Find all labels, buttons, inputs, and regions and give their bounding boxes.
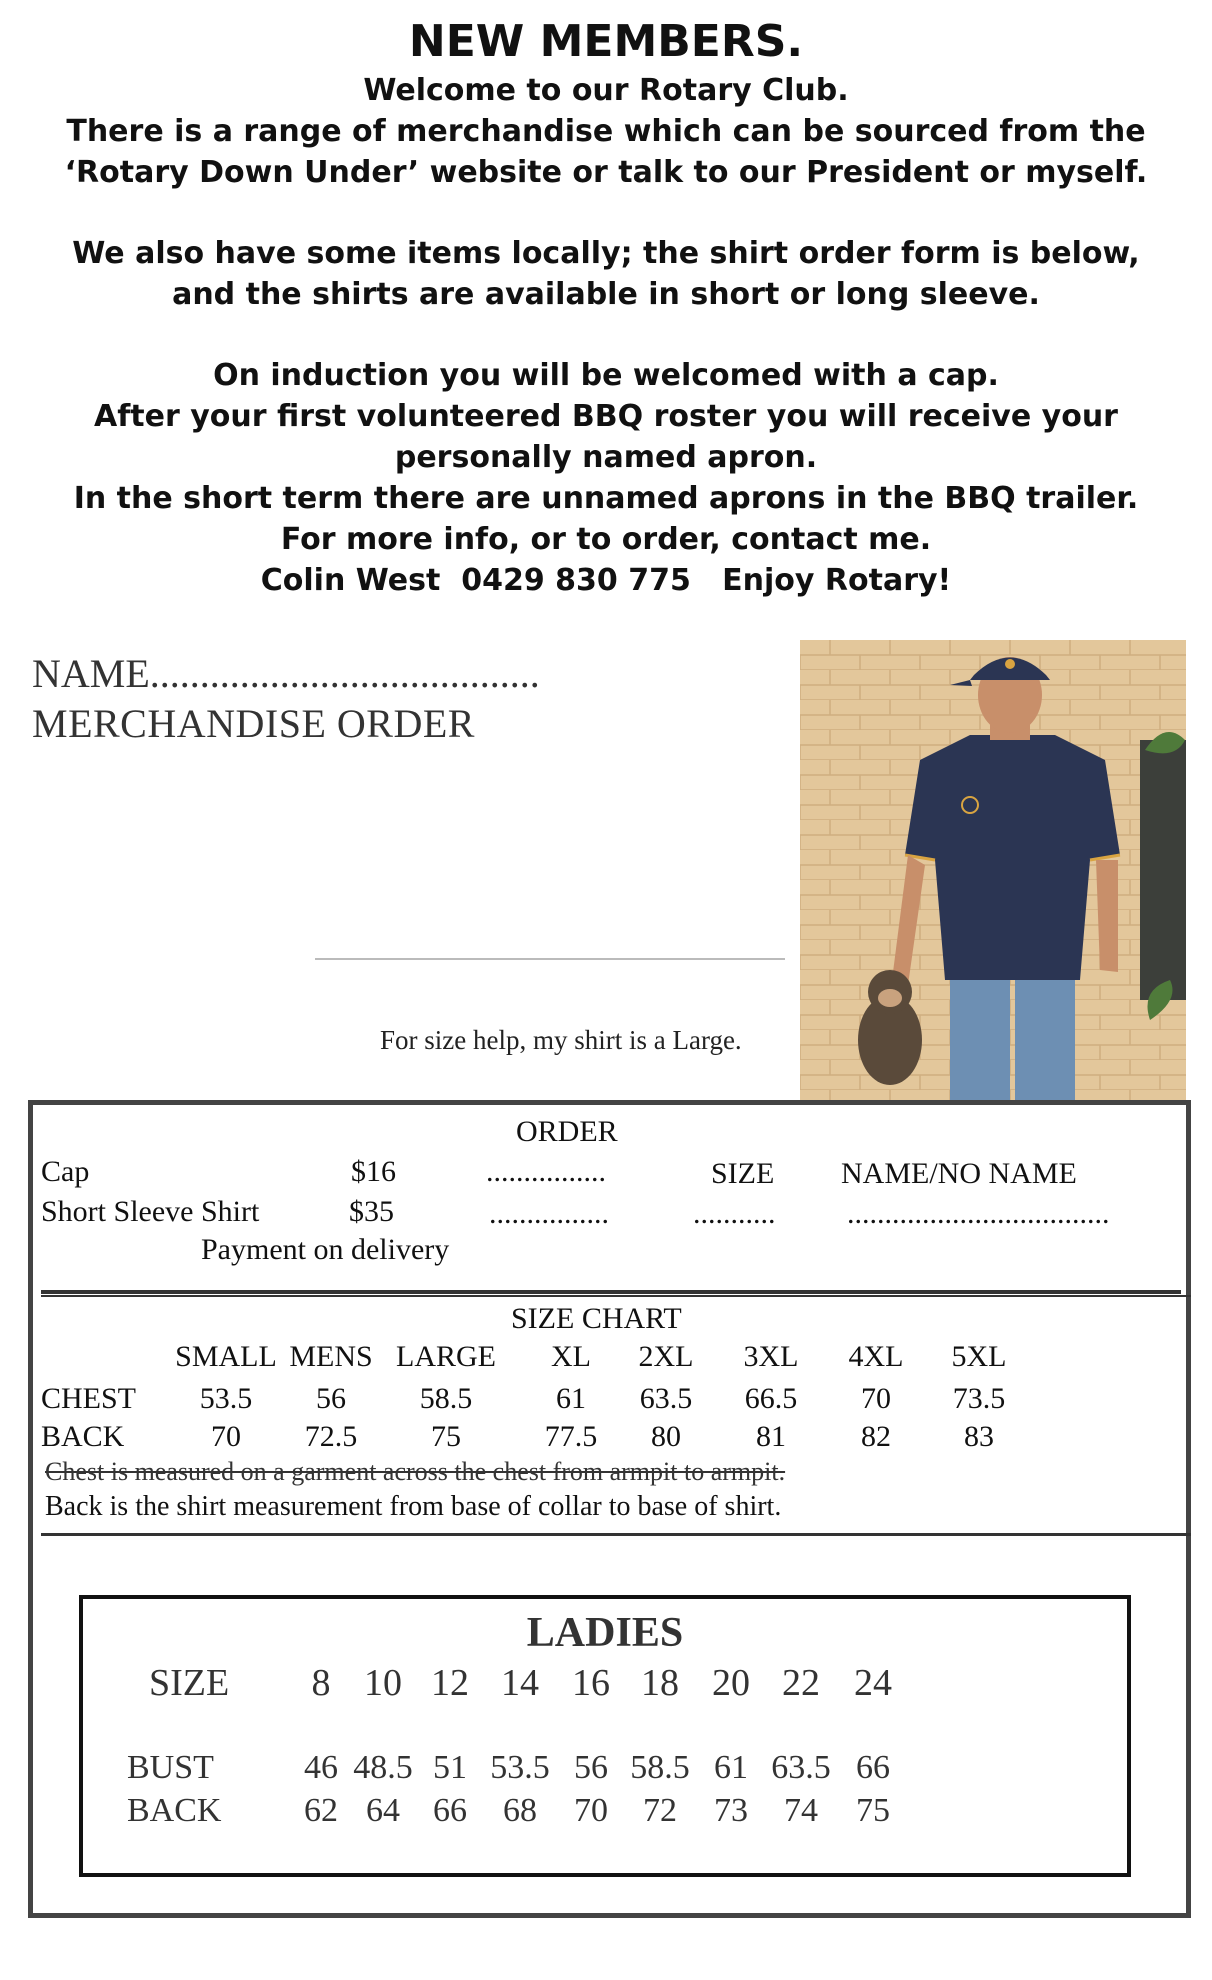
size-chart-size: LARGE bbox=[396, 1340, 496, 1373]
size-chart-size: 4XL bbox=[848, 1340, 904, 1373]
ladies-size-value: 22 bbox=[782, 1662, 820, 1704]
size-chart-chest-value: 66.5 bbox=[744, 1382, 798, 1415]
ladies-size-value: 24 bbox=[854, 1662, 892, 1704]
name-header: NAME/NO NAME bbox=[841, 1157, 1077, 1190]
size-chart bbox=[41, 1295, 1191, 1536]
order-item-cap-label: Cap bbox=[41, 1155, 90, 1188]
order-item-cap-qty[interactable]: ................ bbox=[486, 1155, 606, 1188]
size-entry[interactable]: ........... bbox=[693, 1197, 776, 1230]
ladies-back-value: 74 bbox=[784, 1792, 818, 1829]
ladies-bust-value: 63.5 bbox=[771, 1749, 831, 1786]
ladies-bust-label: BUST bbox=[127, 1749, 214, 1786]
size-header: SIZE bbox=[711, 1157, 775, 1190]
ladies-back-value: 70 bbox=[574, 1792, 608, 1829]
size-chart-size: XL bbox=[551, 1340, 591, 1373]
order-item-shirt-qty[interactable]: ................ bbox=[489, 1197, 609, 1230]
ladies-size-value: 20 bbox=[712, 1662, 750, 1704]
ladies-bust-value: 61 bbox=[714, 1749, 748, 1786]
intro-line: There is a range of merchandise which can be sourced from the bbox=[66, 114, 1146, 149]
ladies-size-label: SIZE bbox=[149, 1662, 230, 1704]
order-item-shirt-label: Short Sleeve Shirt bbox=[41, 1195, 260, 1228]
chest-note: Chest is measured on a garment across the chest from armpit to armpit. bbox=[45, 1457, 786, 1486]
size-chart-back-value: 72.5 bbox=[304, 1420, 358, 1453]
intro-section bbox=[0, 14, 1212, 601]
size-chart-back-value: 83 bbox=[964, 1420, 994, 1453]
ladies-back-value: 66 bbox=[433, 1792, 467, 1829]
ladies-size-value: 10 bbox=[364, 1662, 402, 1704]
name-field[interactable]: NAME....................................... bbox=[32, 651, 540, 696]
ladies-size-chart bbox=[79, 1595, 1131, 1877]
ladies-bust-value: 58.5 bbox=[630, 1749, 690, 1786]
ladies-back-value: 68 bbox=[503, 1792, 537, 1829]
size-chart-chest-value: 61 bbox=[556, 1382, 586, 1415]
chest-label: CHEST bbox=[41, 1382, 137, 1415]
ladies-back-label: BACK bbox=[127, 1792, 222, 1829]
size-chart-size: 2XL bbox=[638, 1340, 694, 1373]
member-photo-illustration bbox=[800, 640, 1186, 1100]
intro-line: Welcome to our Rotary Club. bbox=[363, 73, 849, 108]
intro-line: On induction you will be welcomed with a cap. bbox=[213, 358, 999, 393]
merchandise-order-label: MERCHANDISE ORDER bbox=[32, 701, 475, 746]
signature-line bbox=[315, 958, 785, 960]
ladies-size-value: 16 bbox=[572, 1662, 610, 1704]
ladies-back-value: 62 bbox=[304, 1792, 338, 1829]
size-chart-back-value: 70 bbox=[211, 1420, 241, 1453]
size-chart-back-value: 77.5 bbox=[544, 1420, 598, 1453]
ladies-size-value: 14 bbox=[501, 1662, 539, 1704]
intro-line: After your first volunteered BBQ roster you will receive your bbox=[94, 399, 1118, 434]
order-item-shirt-price: $35 bbox=[349, 1195, 394, 1228]
ladies-back-value: 75 bbox=[856, 1792, 890, 1829]
name-entry[interactable]: ................................... bbox=[847, 1197, 1110, 1230]
intro-line: personally named apron. bbox=[394, 440, 818, 475]
size-chart-back-value: 82 bbox=[861, 1420, 891, 1453]
back-label: BACK bbox=[41, 1420, 125, 1453]
ladies-bust-value: 48.5 bbox=[353, 1749, 413, 1786]
ladies-size-value: 8 bbox=[311, 1662, 331, 1704]
ladies-bust-value: 46 bbox=[304, 1749, 338, 1786]
intro-line: In the short term there are unnamed aprons in the BBQ trailer. bbox=[73, 481, 1139, 516]
ladies-size-value: 18 bbox=[641, 1662, 679, 1704]
size-chart-back-value: 80 bbox=[651, 1420, 681, 1453]
intro-line: For more info, or to order, contact me. bbox=[280, 522, 932, 557]
order-title: ORDER bbox=[516, 1115, 618, 1148]
size-chart-size: SMALL bbox=[175, 1340, 277, 1373]
size-chart-back-value: 75 bbox=[431, 1420, 461, 1453]
ladies-back-value: 72 bbox=[643, 1792, 677, 1829]
intro-line: ‘Rotary Down Under’ website or talk to our President or myself. bbox=[64, 155, 1148, 190]
size-chart-back-value: 81 bbox=[756, 1420, 786, 1453]
ladies-bust-value: 53.5 bbox=[490, 1749, 550, 1786]
order-section bbox=[41, 1115, 1181, 1294]
ladies-title: LADIES bbox=[526, 1610, 684, 1656]
order-item-cap-price: $16 bbox=[351, 1155, 396, 1188]
ladies-back-value: 73 bbox=[714, 1792, 748, 1829]
payment-note: Payment on delivery bbox=[201, 1233, 450, 1266]
size-help-note: For size help, my shirt is a Large. bbox=[380, 1025, 742, 1055]
size-chart-size: 3XL bbox=[743, 1340, 799, 1373]
size-chart-size: 5XL bbox=[951, 1340, 1007, 1373]
member-photo bbox=[800, 640, 1186, 1100]
size-chart-chest-value: 73.5 bbox=[952, 1382, 1006, 1415]
size-chart-chest-value: 58.5 bbox=[419, 1382, 473, 1415]
intro-line: We also have some items locally; the shirt order form is below, bbox=[72, 236, 1140, 271]
size-chart-chest-value: 63.5 bbox=[639, 1382, 693, 1415]
ladies-back-value: 64 bbox=[366, 1792, 400, 1829]
page-title: NEW MEMBERS. bbox=[408, 16, 804, 67]
size-chart-chest-value: 53.5 bbox=[199, 1382, 253, 1415]
order-form bbox=[28, 1100, 1191, 1918]
size-chart-size: MENS bbox=[289, 1340, 373, 1373]
size-chart-chest-value: 70 bbox=[861, 1382, 891, 1415]
intro-line: and the shirts are available in short or long sleeve. bbox=[172, 277, 1040, 312]
contact-line: Colin West 0429 830 775 Enjoy Rotary! bbox=[260, 563, 952, 598]
ladies-bust-value: 56 bbox=[574, 1749, 608, 1786]
back-note: Back is the shirt measurement from base of collar to base of shirt. bbox=[45, 1491, 782, 1522]
size-chart-chest-value: 56 bbox=[316, 1382, 346, 1415]
size-chart-title: SIZE CHART bbox=[511, 1302, 682, 1335]
ladies-bust-value: 51 bbox=[433, 1749, 467, 1786]
ladies-bust-value: 66 bbox=[856, 1749, 890, 1786]
ladies-size-value: 12 bbox=[431, 1662, 469, 1704]
